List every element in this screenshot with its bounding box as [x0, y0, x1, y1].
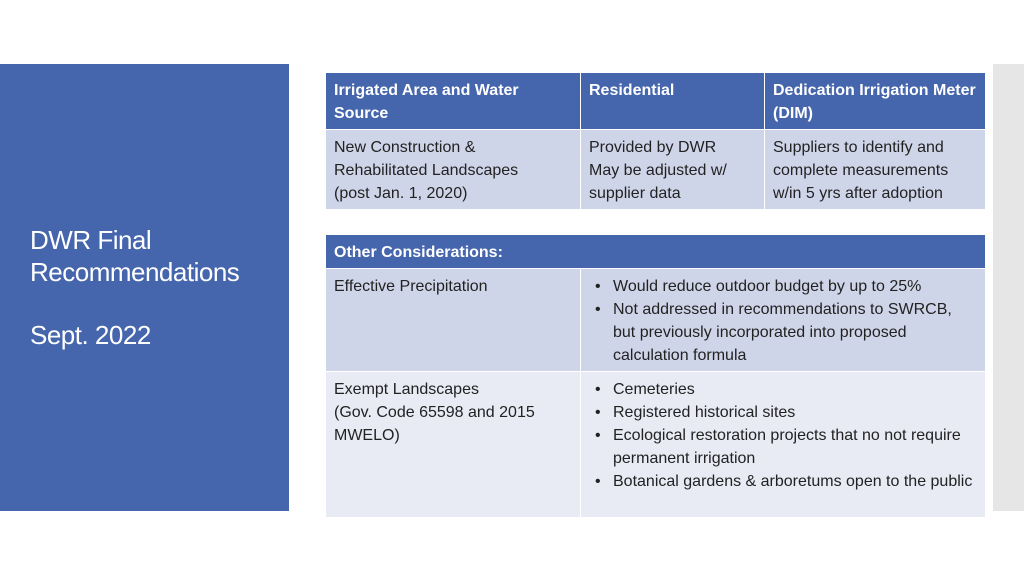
table-row: [326, 372, 986, 518]
table-header-row: [326, 235, 986, 269]
table-row: [326, 269, 986, 372]
irrigated-area-table: [325, 72, 986, 210]
list-item: • Botanical gardens & arboretums open to the public: [589, 470, 977, 493]
cell-line: Rehabilitated Landscapes: [334, 162, 519, 179]
cell-irrigated-area: [326, 130, 581, 210]
list-item: • Would reduce outdoor budget by up to 25%: [589, 275, 977, 298]
slide-title-line1: DWR Final: [30, 225, 152, 255]
slide-title: [30, 224, 239, 288]
list-item: • Cemeteries: [589, 378, 977, 401]
slide-title-line2: Recommendations: [30, 257, 240, 287]
cell-label: [326, 372, 581, 518]
cell-bullets: [581, 269, 986, 372]
cell-label: Effective Precipitation: [326, 269, 581, 372]
bullet-list: [589, 378, 977, 493]
cell-line: May be adjusted w/: [589, 162, 727, 179]
table-header-row: [326, 73, 986, 130]
other-considerations-table: [325, 234, 986, 518]
cell-line: supplier data: [589, 185, 681, 202]
header-irrigated-area: Irrigated Area and Water Source: [326, 73, 581, 130]
list-item: • Registered historical sites: [589, 401, 977, 424]
cell-line: complete measurements: [773, 162, 949, 179]
cell-line: (Gov. Code 65598 and 2015: [334, 404, 535, 421]
cell-line: MWELO): [334, 427, 400, 444]
slide-date: Sept. 2022: [30, 320, 151, 350]
cell-line: (post Jan. 1, 2020): [334, 185, 468, 202]
cell-line: Exempt Landscapes: [334, 381, 479, 398]
right-edge-bar: [993, 64, 1024, 511]
cell-line: Provided by DWR: [589, 139, 717, 156]
bullet-list: [589, 275, 977, 367]
list-item: • Ecological restoration projects that no not require permanent irrigation: [589, 424, 977, 470]
header-dim: Dedication Irrigation Meter (DIM): [765, 73, 986, 130]
cell-line: Suppliers to identify and: [773, 139, 944, 156]
table-row: [326, 130, 986, 210]
cell-residential: [581, 130, 765, 210]
header-other-considerations: Other Considerations:: [326, 235, 986, 269]
list-item: • Not addressed in recommendations to SWRCB, but previously incorporated into proposed calculation formula: [589, 298, 977, 367]
cell-bullets: [581, 372, 986, 518]
cell-line: w/in 5 yrs after adoption: [773, 185, 943, 202]
cell-dim: [765, 130, 986, 210]
cell-line: New Construction &: [334, 139, 476, 156]
header-residential: Residential: [581, 73, 765, 130]
